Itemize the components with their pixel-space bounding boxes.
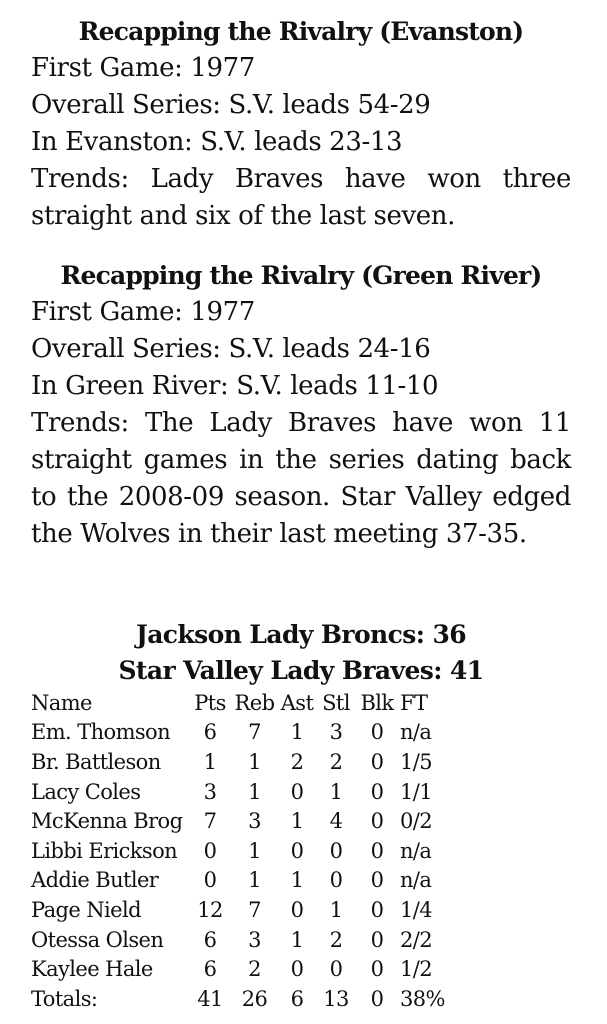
box-score-body xyxy=(31,718,450,1014)
blocks-cell: 0 xyxy=(370,868,384,893)
assists-cell: 2 xyxy=(290,749,304,774)
steals-cell: 3 xyxy=(329,720,343,745)
blocks-cell: 0 xyxy=(370,779,384,804)
green-river-first-game: First Game: 1977 xyxy=(31,297,255,327)
rebounds-cell: 1 xyxy=(248,749,261,774)
column-header: Reb xyxy=(234,690,275,715)
green-river-recap xyxy=(31,257,571,553)
player-row xyxy=(31,895,450,925)
steals-cell: 2 xyxy=(329,927,343,952)
green-river-recap-title: Recapping the Rivalry (Green River) xyxy=(60,261,542,290)
player-name-cell: Addie Butler xyxy=(31,868,159,893)
evanston-home-record: In Evanston: S.V. leads 23-13 xyxy=(31,127,403,157)
rebounds-cell: 26 xyxy=(241,986,268,1011)
player-name-cell: McKenna Brog xyxy=(31,809,183,834)
player-row xyxy=(31,777,450,807)
blocks-cell: 0 xyxy=(370,838,384,863)
assists-cell: 6 xyxy=(290,986,304,1011)
opponent-score: Jackson Lady Broncs: 36 xyxy=(135,620,467,649)
player-name-cell: Em. Thomson xyxy=(31,720,171,745)
player-name-cell: Lacy Coles xyxy=(31,779,141,804)
points-cell: 6 xyxy=(203,957,217,982)
free-throws-cell: n/a xyxy=(400,868,432,893)
box-score-table xyxy=(31,688,450,1014)
player-row xyxy=(31,954,450,984)
points-cell: 1 xyxy=(203,749,217,774)
points-cell: 3 xyxy=(203,779,217,804)
free-throws-cell: 38% xyxy=(400,986,445,1011)
steals-cell: 1 xyxy=(329,897,343,922)
rebounds-cell: 3 xyxy=(248,809,261,834)
points-cell: 7 xyxy=(203,809,217,834)
blocks-cell: 0 xyxy=(370,749,384,774)
assists-cell: 0 xyxy=(290,897,304,922)
column-header: Blk xyxy=(360,690,394,715)
assists-cell: 0 xyxy=(290,838,304,863)
player-name-cell: Otessa Olsen xyxy=(31,927,164,952)
rebounds-cell: 3 xyxy=(248,927,261,952)
assists-cell: 1 xyxy=(290,927,304,952)
evanston-trends: Trends: Lady Braves have won three straight and six of the last seven. xyxy=(31,164,571,231)
free-throws-cell: n/a xyxy=(400,720,432,745)
evanston-first-game: First Game: 1977 xyxy=(31,53,255,83)
steals-cell: 0 xyxy=(329,868,343,893)
player-name-cell: Totals: xyxy=(31,986,98,1011)
box-score-header-row xyxy=(31,688,450,718)
free-throws-cell: 0/2 xyxy=(400,809,432,834)
rebounds-cell: 7 xyxy=(248,720,261,745)
evanston-recap xyxy=(31,13,571,235)
points-cell: 0 xyxy=(203,838,217,863)
rebounds-cell: 1 xyxy=(248,779,261,804)
column-header: FT xyxy=(400,690,428,715)
box-score-header xyxy=(31,617,571,689)
player-row xyxy=(31,747,450,777)
blocks-cell: 0 xyxy=(370,897,384,922)
points-cell: 6 xyxy=(203,720,217,745)
player-name-cell: Page Nield xyxy=(31,897,141,922)
free-throws-cell: 1/2 xyxy=(400,957,432,982)
steals-cell: 13 xyxy=(323,986,349,1011)
green-river-home-record: In Green River: S.V. leads 11-10 xyxy=(31,371,439,401)
totals-row xyxy=(31,984,450,1014)
steals-cell: 0 xyxy=(329,838,343,863)
evanston-overall-series: Overall Series: S.V. leads 54-29 xyxy=(31,90,431,120)
steals-cell: 1 xyxy=(329,779,343,804)
assists-cell: 0 xyxy=(290,957,304,982)
blocks-cell: 0 xyxy=(370,927,384,952)
blocks-cell: 0 xyxy=(370,957,384,982)
green-river-overall-series: Overall Series: S.V. leads 24-16 xyxy=(31,334,431,364)
free-throws-cell: 1/1 xyxy=(400,779,432,804)
player-name-cell: Libbi Erickson xyxy=(31,838,178,863)
column-header: Ast xyxy=(280,690,314,715)
player-name-cell: Br. Battleson xyxy=(31,749,161,774)
assists-cell: 1 xyxy=(290,809,304,834)
points-cell: 41 xyxy=(197,986,223,1011)
green-river-trends: Trends: The Lady Braves have won 11 straight games in the series dating back to the 2008-09 season. Star Valley edged the Wolves in their last meeting 37-35. xyxy=(31,408,571,549)
free-throws-cell: 1/4 xyxy=(400,897,432,922)
rebounds-cell: 1 xyxy=(248,868,261,893)
assists-cell: 1 xyxy=(290,720,304,745)
points-cell: 12 xyxy=(197,897,223,922)
rebounds-cell: 1 xyxy=(248,838,261,863)
free-throws-cell: n/a xyxy=(400,838,432,863)
blocks-cell: 0 xyxy=(370,809,384,834)
points-cell: 6 xyxy=(203,927,217,952)
column-header: Pts xyxy=(194,690,226,715)
free-throws-cell: 2/2 xyxy=(400,927,432,952)
steals-cell: 4 xyxy=(329,809,343,834)
team-score: Star Valley Lady Braves: 41 xyxy=(118,656,484,685)
points-cell: 0 xyxy=(203,868,217,893)
rebounds-cell: 2 xyxy=(248,957,261,982)
steals-cell: 2 xyxy=(329,749,343,774)
player-row xyxy=(31,866,450,896)
player-row xyxy=(31,925,450,955)
assists-cell: 0 xyxy=(290,779,304,804)
player-row xyxy=(31,718,450,748)
rebounds-cell: 7 xyxy=(248,897,261,922)
blocks-cell: 0 xyxy=(370,720,384,745)
player-row xyxy=(31,806,450,836)
free-throws-cell: 1/5 xyxy=(400,749,432,774)
column-header: Stl xyxy=(322,690,350,715)
assists-cell: 1 xyxy=(290,868,304,893)
blocks-cell: 0 xyxy=(370,986,384,1011)
steals-cell: 0 xyxy=(329,957,343,982)
evanston-recap-title: Recapping the Rivalry (Evanston) xyxy=(78,17,524,46)
player-name-cell: Kaylee Hale xyxy=(31,957,153,982)
player-row xyxy=(31,836,450,866)
column-header: Name xyxy=(31,690,92,715)
